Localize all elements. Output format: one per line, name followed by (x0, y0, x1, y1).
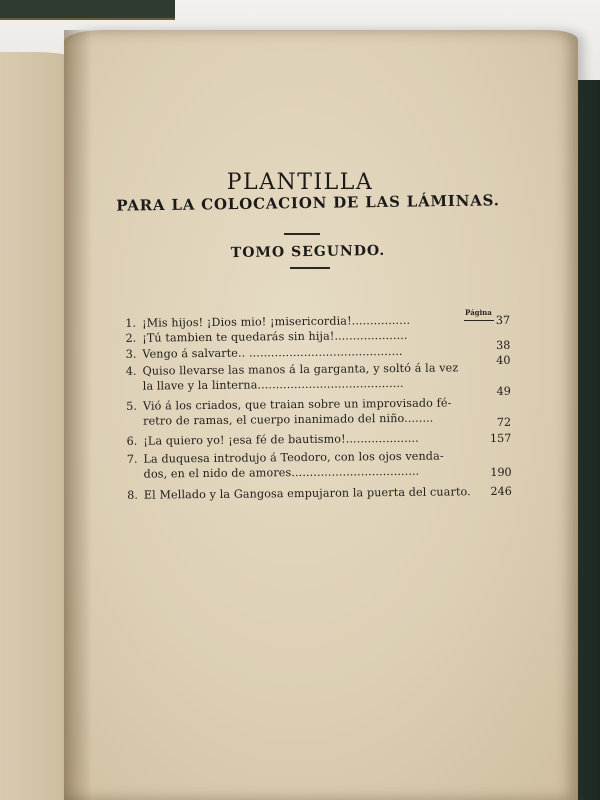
entry-number: 5. (126, 399, 138, 413)
entry-page: 246 (490, 484, 512, 499)
entry-number: 7. (126, 452, 138, 466)
page-gutter-shadow (64, 30, 92, 800)
page-column-label: Página (465, 308, 492, 317)
entry-number: 2. (125, 331, 137, 345)
entry-page: 38 (496, 338, 511, 352)
entry-page: 49 (496, 384, 511, 398)
title-divider (284, 233, 320, 235)
page-subtitle: PARA LA COLOCACION DE LAS LÁMINAS. (116, 191, 500, 215)
entry-caption: Vió á los criados, que traian sobre un improvisado fé- (142, 396, 452, 413)
entry-number: 8. (127, 488, 138, 502)
volume-divider (290, 267, 330, 269)
entry-number: 4. (125, 364, 137, 378)
entry-page: 37 (495, 313, 511, 327)
entry-caption: La duquesa introdujo á Teodoro, con los ojos venda- (143, 449, 444, 466)
entry-number: 1. (125, 316, 137, 330)
entry-page: 72 (496, 415, 512, 429)
entry-caption: ¡Mis hijos! ¡Dios mio! ¡misericordia!................ (141, 313, 411, 330)
entry-caption-continued: la llave y la linterna........................................ (142, 376, 404, 393)
entry-caption: Quiso llevarse las manos á la garganta, y soltó á la vez (142, 361, 459, 378)
entry-page: 40 (496, 353, 511, 367)
entry-caption-continued: retro de ramas, el cuerpo inanimado del niño........ (143, 411, 434, 428)
entry-caption: ¡Tú tambien te quedarás sin hija!.................... (142, 328, 408, 345)
entry-page: 157 (489, 431, 512, 446)
page-title: PLANTILLA (226, 170, 374, 195)
entry-page: 190 (490, 465, 512, 480)
entry-number: 3. (125, 347, 137, 361)
entry-caption-continued: dos, en el nido de amores................................... (143, 464, 420, 481)
book-spine-top (0, 0, 175, 20)
volume-heading: TOMO SEGUNDO. (230, 242, 386, 262)
entry-caption: El Mellado y la Gangosa empujaron la puerta del cuarto. (143, 485, 471, 502)
entry-number: 6. (126, 434, 138, 448)
entry-caption: Vengo á salvarte.. .......................................... (142, 344, 403, 361)
entry-caption: ¡La quiero yo! ¡esa fé de bautismo!.................... (143, 431, 419, 448)
